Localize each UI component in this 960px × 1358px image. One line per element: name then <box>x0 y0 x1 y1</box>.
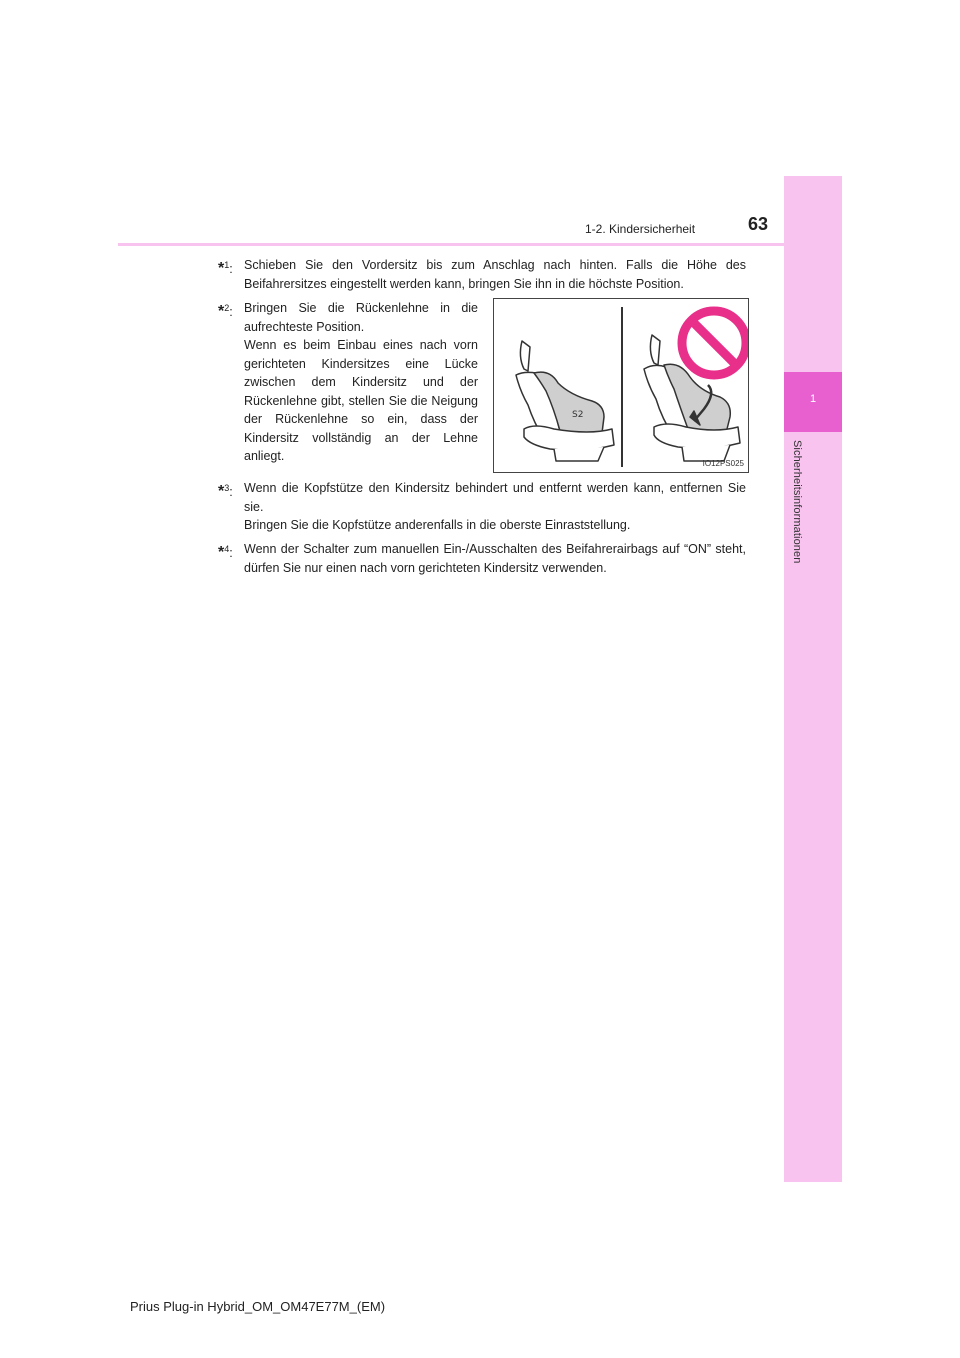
section-title: 1-2. Kindersicherheit <box>585 222 696 236</box>
footnote-text: Wenn der Schalter zum manuellen Ein-/Ausschalten des Beifahrerairbags auf “ON” steht, dürfen Sie nur einen nach vorn gerichteten Kindersitz verwenden. <box>244 542 746 575</box>
chapter-tab-number: 1 <box>809 393 817 405</box>
footnote-marker: *$^1$: <box>218 260 233 277</box>
footnote-4 <box>218 540 746 577</box>
prohibition-icon <box>682 311 746 375</box>
footnote-marker: *$^2$: <box>218 303 233 320</box>
footnote-marker: *$^4$: <box>218 544 233 561</box>
seat-illustration <box>493 298 749 473</box>
footnote-text: Wenn es beim Einbau eines nach vorn gerichteten Kindersitzes eine Lücke zwischen dem Kindersitz und der Rückenlehne gibt, stellen Sie die Neigung der Rückenlehne so ein, dass der Kindersitz vollständig an der Lehne anliegt. <box>244 338 478 463</box>
footnote-1 <box>218 256 746 293</box>
figure-code: IO12PS025 <box>702 459 744 468</box>
footnote-marker: *$^3$: <box>218 483 233 500</box>
footnote-3 <box>218 479 746 535</box>
chapter-sidebar <box>784 176 842 1182</box>
chapter-label: Sicherheitsinformationen <box>791 440 803 564</box>
footnote-text: Schieben Sie den Vordersitz bis zum Anschlag nach hinten. Falls die Höhe des Beifahrersitzes eingestellt werden kann, bringen Sie ihn in die höchste Position. <box>244 258 746 291</box>
footnote-text: Wenn die Kopfstütze den Kindersitz behindert und entfernt werden kann, entfernen Sie sie. <box>244 481 746 514</box>
footnote-text: Bringen Sie die Kopfstütze anderenfalls in die oberste Einraststellung. <box>244 518 631 532</box>
document-id: Prius Plug-in Hybrid_OM_OM47E77M_(EM) <box>130 1299 386 1314</box>
seat-correct-icon <box>516 341 614 461</box>
header-rule <box>118 243 842 246</box>
footnote-text: Bringen Sie die Rückenlehne in die aufrechteste Position. <box>244 301 478 334</box>
seat-illustration-svg <box>494 299 748 472</box>
footnote-2 <box>218 299 478 466</box>
page-number: 63 <box>748 214 769 234</box>
svg-text:S2: S2 <box>572 410 584 420</box>
